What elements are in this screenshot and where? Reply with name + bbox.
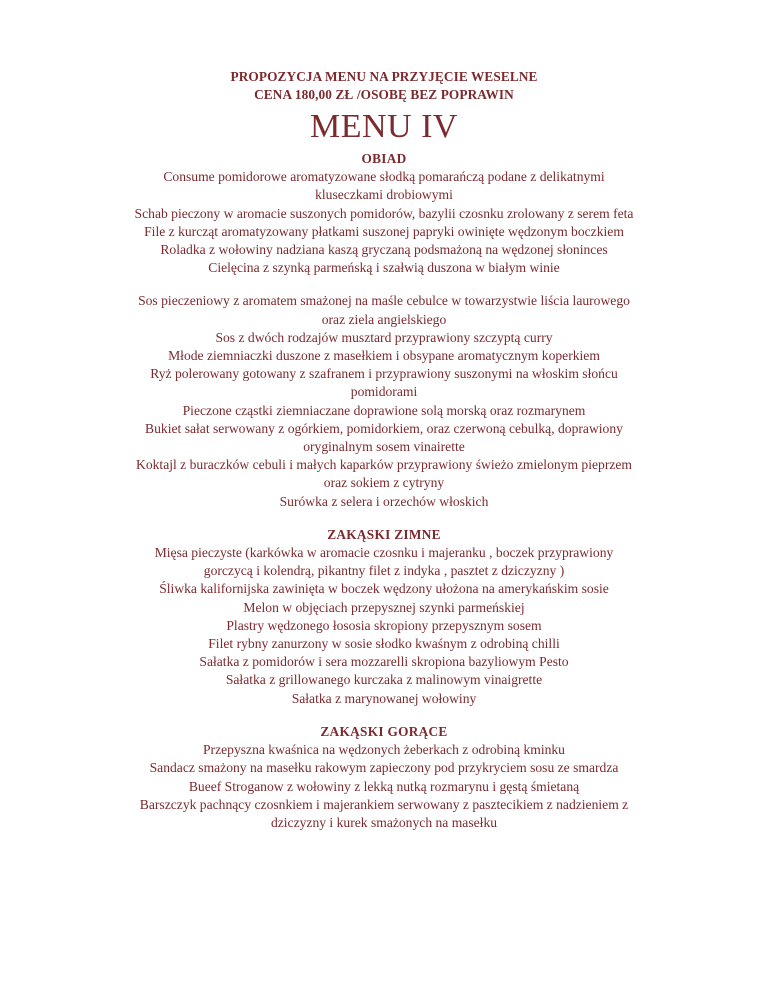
section-gap xyxy=(60,277,708,292)
menu-item: Ryż polerowany gotowany z szafranem i przyprawiony suszonymi na włoskim słońcu xyxy=(150,366,618,382)
menu-item: Plastry wędzonego łososia skropiony przepysznym sosem xyxy=(226,617,542,633)
menu-item: Roladka z wołowiny nadziana kaszą gryczaną podsmażoną na wędzonej słoninces xyxy=(160,242,608,258)
menu-item: Bueef Stroganow z wołowiny z lekką nutką rozmarynu i gęstą śmietaną xyxy=(188,778,580,794)
menu-item: Koktajl z buraczków cebuli i małych kaparków przyprawiony świeżo zmielonym pieprzem xyxy=(136,457,632,473)
menu-item: oraz ziela angielskiego xyxy=(321,311,447,327)
menu-item: oraz sokiem z cytryny xyxy=(323,475,445,491)
menu-item: Śliwka kalifornijska zawinięta w boczek wędzony ułożona na amerykańskim sosie xyxy=(159,581,609,597)
menu-item: Surówka z selera i orzechów włoskich xyxy=(279,493,489,509)
menu-item: gorczycą i kolendrą, pikantny filet z indyka , pasztet z dziczyzny ) xyxy=(203,563,565,579)
menu-item: Sandacz smażony na masełku rakowym zapieczony pod przykryciem sosu ze smardza xyxy=(149,760,619,776)
menu-item: Przepyszna kwaśnica na wędzonych żeberkach z odrobiną kminku xyxy=(203,742,565,758)
menu-item: pomidorami xyxy=(350,384,418,400)
section-heading-obiad: OBIAD xyxy=(361,151,407,166)
zimne-list xyxy=(60,544,708,708)
menu-item: Schab pieczony w aromacie suszonych pomidorów, bazylii czosnku zrolowany z serem feta xyxy=(134,205,634,221)
gorace-list xyxy=(60,741,708,832)
menu-item: Pieczone cząstki ziemniaczane doprawione solą morską oraz rozmarynem xyxy=(182,402,586,418)
menu-item: Sałatka z grillowanego kurczaka z malinowym vinaigrette xyxy=(225,672,543,688)
section-heading-gorace: ZAKĄSKI GORĄCE xyxy=(320,723,448,739)
menu-item: Mięsa pieczyste (karkówka w aromacie czosnku i majeranku , boczek przyprawiony xyxy=(154,545,614,561)
menu-item: Sos z dwóch rodzajów musztard przyprawiony szczyptą curry xyxy=(215,329,553,345)
menu-item: kluseczkami drobiowymi xyxy=(315,187,453,203)
menu-item: dziczyzny i kurek smażonych na masełku xyxy=(270,814,498,830)
header-line-2: CENA 180,00 ZŁ /OSOBĘ BEZ POPRAWIN xyxy=(254,87,514,102)
menu-item: Bukiet sałat serwowany z ogórkiem, pomidorkiem, oraz czerwoną cebulką, doprawiony xyxy=(145,420,623,436)
menu-item: Sałatka z marynowanej wołowiny xyxy=(291,690,477,706)
menu-item: Cielęcina z szynką parmeńską i szałwią duszona w białym winie xyxy=(208,260,560,276)
menu-item: File z kurcząt aromatyzowany płatkami suszonej papryki owinięte wędzonym boczkiem xyxy=(144,223,624,239)
menu-item: Consume pomidorowe aromatyzowane słodką pomarańczą podane z delikatnymi xyxy=(163,169,605,185)
menu-document xyxy=(60,68,708,832)
section-gap xyxy=(60,511,708,526)
section-gap xyxy=(60,708,708,723)
menu-item: Filet rybny zanurzony w sosie słodko kwaśnym z odrobiną chilli xyxy=(208,636,560,652)
header-line-1: PROPOZYCJA MENU NA PRZYJĘCIE WESELNE xyxy=(230,69,538,84)
menu-item: Sałatka z pomidorów i sera mozzarelli skropiona bazyliowym Pesto xyxy=(199,654,569,670)
menu-item: Barszczyk pachnący czosnkiem i majerankiem serwowany z pasztecikiem z nadzieniem z xyxy=(139,796,629,812)
sides-list xyxy=(60,292,708,510)
menu-item: Młode ziemniaczki duszone z masełkiem i obsypane aromatycznym koperkiem xyxy=(168,348,600,364)
menu-item: Melon w objęciach przepysznej szynki parmeńskiej xyxy=(243,599,525,615)
menu-item: Sos pieczeniowy z aromatem smażonej na maśle cebulce w towarzystwie liścia laurowego xyxy=(138,293,630,309)
menu-item: oryginalnym sosem vinairette xyxy=(303,439,465,455)
section-heading-zimne: ZAKĄSKI ZIMNE xyxy=(327,526,441,542)
menu-title: MENU IV xyxy=(310,108,458,145)
obiad-list xyxy=(60,168,708,277)
